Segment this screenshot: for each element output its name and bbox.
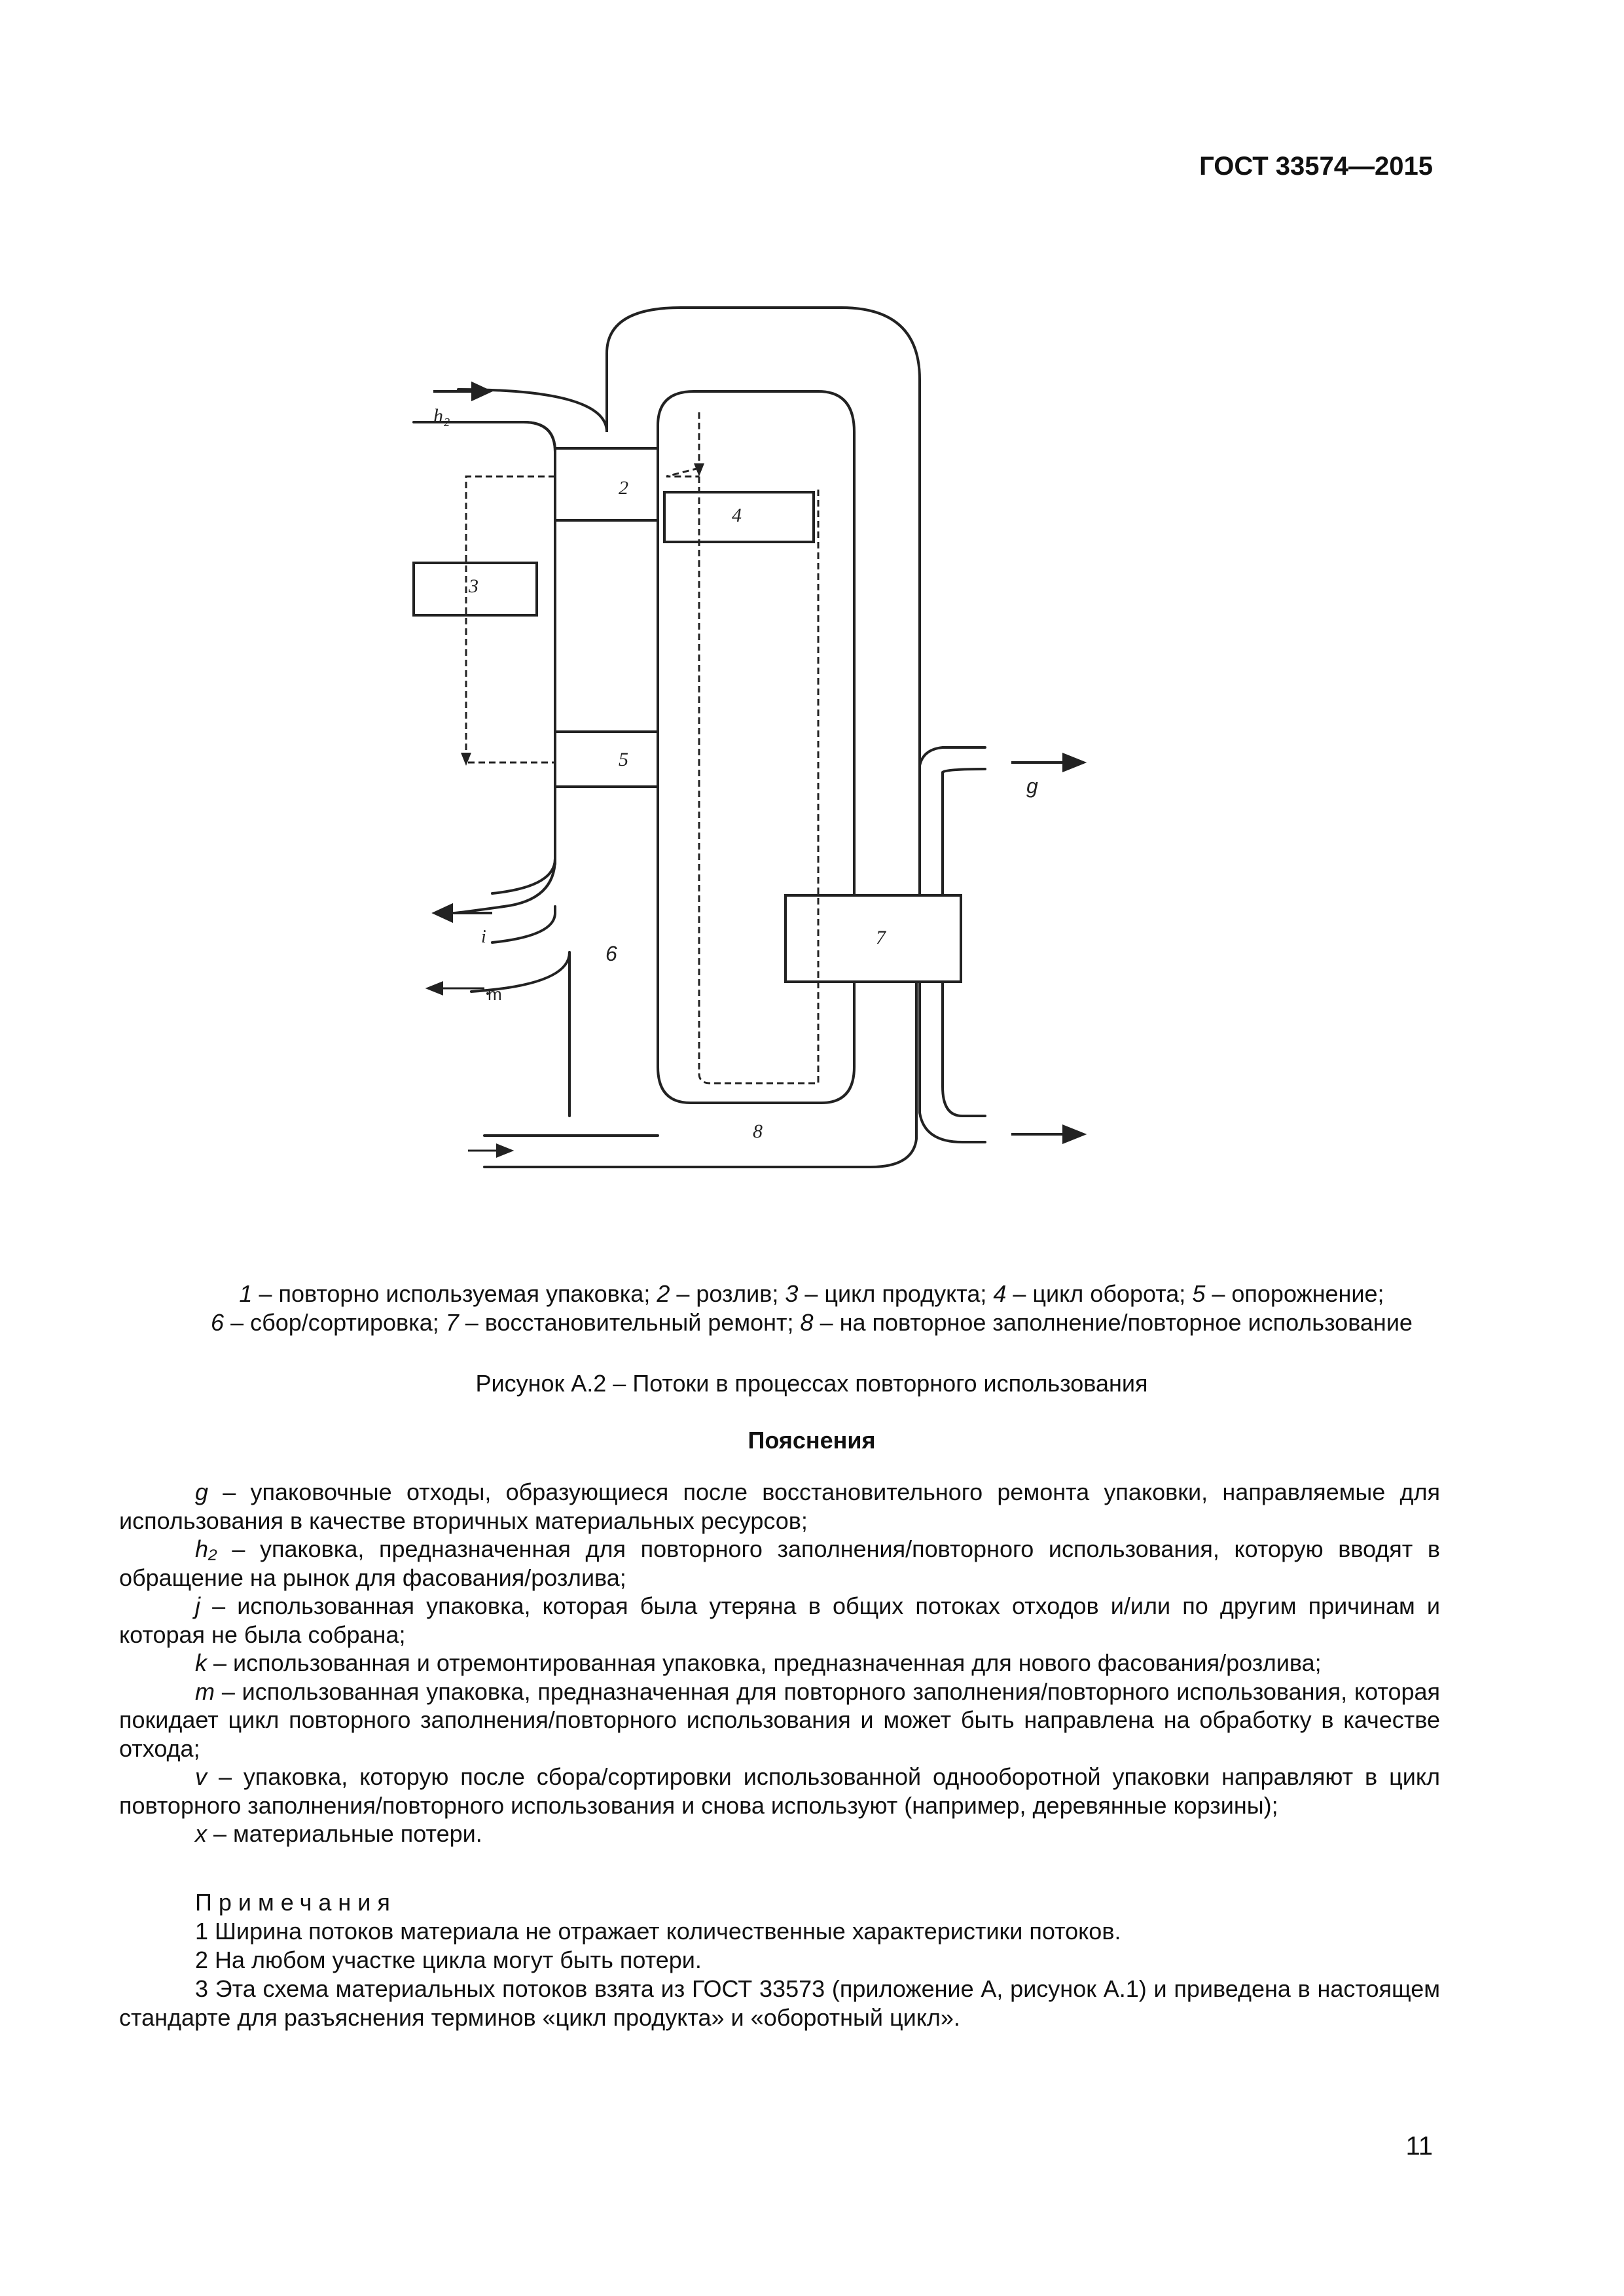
figure-caption: Рисунок А.2 – Потоки в процессах повторного использования (475, 1370, 1148, 1397)
explanation-item: k – использованная и отремонтированная упаковка, предназначенная для нового фасования/розлива; (195, 1649, 1322, 1676)
label-i: i (481, 927, 486, 947)
arrow-g (1064, 755, 1083, 770)
outlet-g-upper (920, 747, 985, 766)
explanations-list (119, 1478, 1440, 1848)
label-m: m (488, 984, 502, 1004)
dashed-arrowhead-3 (461, 753, 471, 766)
arrow-h2 (473, 384, 490, 399)
explanation-item: x – материальные потери. (195, 1820, 482, 1847)
outlet-i-lower (492, 906, 555, 942)
page-number: 11 (1405, 2132, 1433, 2161)
label-g: g (1026, 774, 1038, 798)
note-item: 2 На любом участке цикла могут быть потери. (195, 1946, 702, 1973)
explanation-item: v – упаковка, которую после сбора/сортировки использованной однооборотной упаковки направляют в цикл повторного заполнения/повторного использования и снова используют (например, деревянные корзины); (119, 1763, 1440, 1819)
left-channel-outer-wall (414, 422, 555, 913)
h2-inlet-lower (465, 422, 555, 452)
inner-loop-top (658, 391, 854, 895)
notes-title: Примечания (195, 1889, 397, 1916)
label-2: 2 (619, 477, 628, 499)
notes-section (119, 1888, 1440, 2032)
label-h2: h₂ (433, 405, 450, 427)
legend-line-1: 1 – повторно используемая упаковка; 2 – розлив; 3 – цикл продукта; 4 – цикл оборота; 5 – опорожнение; (239, 1280, 1384, 1307)
arrow-m (429, 983, 442, 994)
bottom-channel-right (871, 982, 916, 1167)
label-5: 5 (619, 749, 628, 770)
explanation-item: j – использованная упаковка, которая была утеряна в общих потоках отходов и/или по другим причинам и которая не была собрана; (119, 1592, 1440, 1648)
note-item: 1 Ширина потоков материала не отражает количественные характеристики потоков. (195, 1918, 1121, 1945)
product-cycle-dashed (466, 476, 555, 762)
legend-line-2: 6 – сбор/сортировка; 7 – восстановительный ремонт; 8 – на повторное заполнение/повторное использование (211, 1309, 1413, 1336)
arrow-i (435, 905, 452, 921)
arrow-right-bottom (1064, 1126, 1083, 1142)
figure-legend (118, 1280, 1506, 1337)
document-code: ГОСТ 33574—2015 (1199, 152, 1433, 181)
note-item: 3 Эта схема материальных потоков взята из ГОСТ 33573 (приложение А, рисунок А.1) и приведена в настоящем стандарте для разъяснения терминов «цикл продукта» и «оборотный цикл». (119, 1975, 1440, 2031)
box-7-repair (785, 895, 961, 982)
explanation-item: g – упаковочные отходы, образующиеся после восстановительного ремонта упаковки, направляемые для использования в качестве вторичных материальных ресурсов; (119, 1479, 1440, 1534)
label-7: 7 (876, 927, 886, 948)
outlet-g-lower (943, 769, 985, 895)
arrow-bottom-inlet (497, 1145, 511, 1156)
label-6: 6 (605, 942, 617, 965)
label-8: 8 (753, 1121, 763, 1142)
outlet-m-upper (471, 952, 569, 992)
explanations-title: Пояснения (748, 1427, 876, 1454)
label-3: 3 (469, 575, 478, 597)
explanation-item: h₂ – упаковка, предназначенная для повторного заполнения/повторного использования, которую вводят в обращение на рынок для фасования/розлива; (119, 1535, 1440, 1591)
inner-loop-bottom (658, 982, 854, 1103)
outlet-bottom-upper (943, 982, 985, 1116)
explanation-item: m – использованная упаковка, предназначенная для повторного заполнения/повторного использования, которая покидает цикл повторного заполнения/повторного использования и может быть направлена на обработку в качестве отхода; (119, 1677, 1440, 1762)
label-4: 4 (732, 505, 742, 526)
